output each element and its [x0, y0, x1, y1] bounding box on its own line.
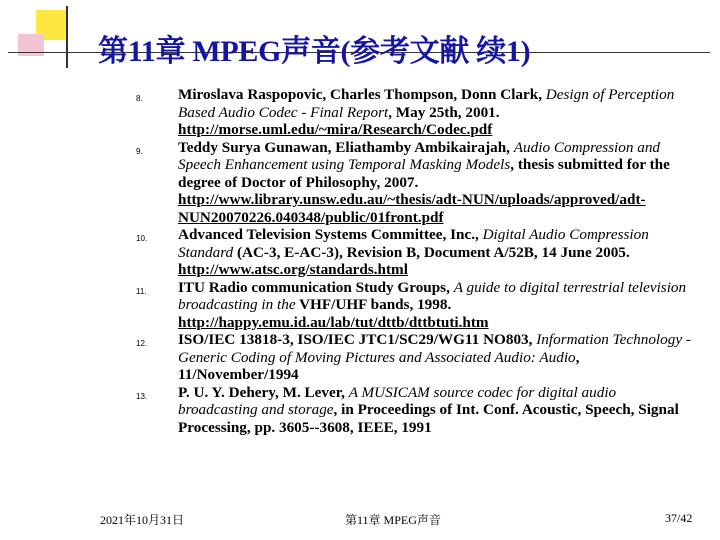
reference-segment: VHF/UHF bands, 1998.	[295, 296, 452, 313]
reference-segment: ISO/IEC 13818-3, ISO/IEC JTC1/SC29/WG11 NO803,	[178, 331, 537, 348]
reference-segment: Advanced Television Systems Committee, Inc.,	[178, 226, 483, 243]
reference-work-title: A guide to digital terrestrial television broadcasting in the	[178, 278, 687, 313]
reference-number: 11.	[136, 286, 147, 296]
reference-segment: , 11/November/1994	[178, 348, 580, 383]
footer-chapter: 第11章 MPEG声音	[345, 513, 441, 527]
reference-number: 10.	[136, 234, 148, 243]
reference-segment: Teddy Surya Gunawan, Eliathamby Ambikairajah,	[178, 138, 514, 156]
reference-number: 13.	[136, 391, 148, 401]
reference-segment: , thesis submitted for the degree of Doctor of Philosophy, 2007.	[178, 156, 670, 191]
reference-segment: , in Proceedings of Int. Conf. Acoustic, Speech, Signal Processing, pp. 3605--3608, IEEE, 1991	[178, 401, 679, 436]
reference-link[interactable]: http://happy.emu.id.au/lab/tut/dttb/dttbtuti.htm	[178, 313, 489, 331]
reference-text	[178, 279, 698, 332]
reference-text	[178, 226, 698, 279]
reference-segment: P. U. Y. Dehery, M. Lever,	[178, 383, 349, 401]
reference-number: 8.	[136, 94, 143, 103]
reference-work-title: Audio Compression and Speech Enhancement using Temporal Masking Models	[178, 138, 661, 173]
reference-number: 12.	[136, 339, 148, 348]
footer-page-number: 37/42	[665, 511, 693, 525]
reference-text	[178, 384, 698, 437]
reference-segment: (AC-3, E-AC-3), Revision B, Document A/52B, 14 June 2005.	[233, 243, 630, 261]
reference-item	[0, 86, 698, 139]
footer-date: 2021年10月31日	[100, 513, 185, 527]
reference-item	[0, 384, 698, 437]
corner-vertical-rule	[66, 6, 68, 68]
reference-number: 9.	[136, 146, 143, 156]
reference-item	[0, 226, 698, 279]
reference-text	[178, 331, 698, 384]
reference-link[interactable]: http://www.atsc.org/standards.html	[178, 261, 408, 278]
reference-item	[0, 279, 698, 332]
reference-segment: ITU Radio communication Study Groups,	[178, 278, 454, 296]
reference-work-title: A MUSICAM source codec for digital audio broadcasting and storage	[178, 383, 617, 418]
reference-link[interactable]: http://morse.uml.edu/~mira/Research/Codec.pdf	[178, 121, 493, 138]
reference-text	[178, 86, 698, 139]
reference-list	[0, 86, 720, 436]
reference-segment: Miroslava Raspopovic, Charles Thompson, Donn Clark,	[178, 86, 546, 103]
reference-work-title: Information Technology - Generic Coding of Moving Pictures and Associated Audio: Audio	[178, 331, 691, 366]
reference-link[interactable]: http://www.library.unsw.edu.au/~thesis/adt-NUN/uploads/approved/adt-NUN20070226.040348/public/01front.pdf	[178, 191, 646, 226]
reference-work-title: Design of Perception Based Audio Codec - Final Report	[178, 86, 675, 121]
reference-segment: , May 25th, 2001.	[388, 103, 500, 121]
reference-work-title: Digital Audio Compression Standard	[178, 226, 649, 261]
reference-item	[0, 331, 698, 384]
reference-item	[0, 139, 698, 227]
slide-title: 第11章 MPEG声音(参考文献 续1)	[98, 35, 531, 68]
reference-text	[178, 139, 698, 227]
